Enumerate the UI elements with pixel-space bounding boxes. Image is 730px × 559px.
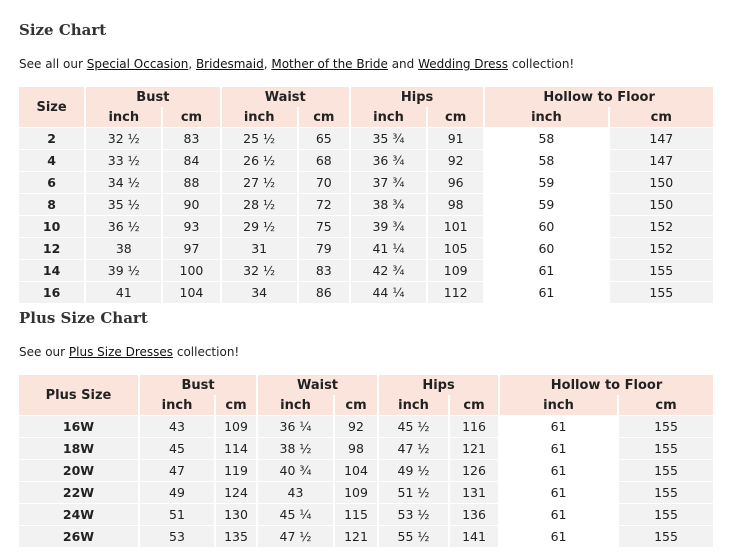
value-cell: 147: [610, 127, 713, 149]
size-chart-table: [17, 87, 715, 303]
value-cell: 38 ½: [258, 437, 333, 459]
bust-header: Bust: [86, 87, 219, 107]
value-cell: 39 ¾: [351, 215, 426, 237]
value-cell: 26 ½: [222, 149, 297, 171]
value-cell: 40 ¾: [258, 459, 333, 481]
value-cell: 28 ½: [222, 193, 297, 215]
value-cell: 92: [335, 415, 377, 437]
size-cell: 2: [19, 127, 84, 149]
plus-size-dresses-link[interactable]: Plus Size Dresses: [68, 345, 174, 359]
value-cell: 36 ½: [86, 215, 161, 237]
value-cell: 141: [450, 525, 498, 547]
plus-bust-header: Bust: [140, 375, 256, 395]
special-occasion-link[interactable]: Special Occasion: [86, 57, 189, 71]
value-cell: 41 ¼: [351, 237, 426, 259]
value-cell: 112: [428, 281, 483, 303]
value-cell: 98: [428, 193, 483, 215]
size-cell: 24W: [19, 503, 138, 525]
value-cell: 100: [163, 259, 219, 281]
table-row: [19, 415, 713, 437]
table-row: [19, 215, 713, 237]
hips-header: Hips: [351, 87, 483, 107]
value-cell: 53 ½: [379, 503, 448, 525]
value-cell: 131: [450, 481, 498, 503]
value-cell: 31: [222, 237, 297, 259]
value-cell: 83: [163, 127, 219, 149]
value-cell: 75: [299, 215, 349, 237]
value-cell: 33 ½: [86, 149, 161, 171]
plus-size-header: Plus Size: [19, 375, 138, 415]
value-cell: 58: [485, 149, 607, 171]
value-cell: 35 ¾: [351, 127, 426, 149]
unit-header: cm: [335, 395, 377, 415]
value-cell: 58: [485, 127, 607, 149]
size-cell: 8: [19, 193, 84, 215]
value-cell: 86: [299, 281, 349, 303]
table-row: [19, 171, 713, 193]
value-cell: 65: [299, 127, 349, 149]
size-cell: 10: [19, 215, 84, 237]
hollow-to-floor-header: Hollow to Floor: [485, 87, 713, 107]
value-cell: 155: [619, 415, 713, 437]
table-row: [19, 459, 713, 481]
size-cell: 16W: [19, 415, 138, 437]
unit-header: cm: [163, 107, 219, 127]
unit-header: inch: [222, 107, 297, 127]
value-cell: 150: [610, 193, 713, 215]
unit-header: cm: [610, 107, 713, 127]
value-cell: 47 ½: [379, 437, 448, 459]
value-cell: 104: [335, 459, 377, 481]
value-cell: 36 ¾: [351, 149, 426, 171]
plus-size-chart-intro: See our Plus Size Dresses collection!: [19, 345, 240, 359]
value-cell: 61: [500, 415, 617, 437]
size-chart-title: Size Chart: [19, 21, 107, 39]
value-cell: 34: [222, 281, 297, 303]
unit-header: cm: [450, 395, 498, 415]
value-cell: 155: [619, 525, 713, 547]
value-cell: 126: [450, 459, 498, 481]
value-cell: 36 ¼: [258, 415, 333, 437]
unit-header: inch: [86, 107, 161, 127]
plus-size-chart-table: [17, 375, 715, 547]
value-cell: 60: [485, 237, 607, 259]
unit-header: inch: [351, 107, 426, 127]
value-cell: 152: [610, 215, 713, 237]
size-chart-intro: See all our Special Occasion, Bridesmaid, Mother of the Bride and Wedding Dress collection!: [19, 57, 575, 71]
value-cell: 93: [163, 215, 219, 237]
value-cell: 109: [428, 259, 483, 281]
size-cell: 14: [19, 259, 84, 281]
value-cell: 79: [299, 237, 349, 259]
value-cell: 155: [619, 481, 713, 503]
size-cell: 20W: [19, 459, 138, 481]
value-cell: 92: [428, 149, 483, 171]
value-cell: 115: [335, 503, 377, 525]
value-cell: 90: [163, 193, 219, 215]
unit-header: inch: [140, 395, 214, 415]
table-row: [19, 149, 713, 171]
value-cell: 72: [299, 193, 349, 215]
value-cell: 97: [163, 237, 219, 259]
value-cell: 155: [610, 281, 713, 303]
value-cell: 61: [485, 259, 607, 281]
value-cell: 121: [335, 525, 377, 547]
unit-header: cm: [216, 395, 256, 415]
value-cell: 109: [216, 415, 256, 437]
size-cell: 22W: [19, 481, 138, 503]
table-row: [19, 503, 713, 525]
value-cell: 59: [485, 193, 607, 215]
unit-header: cm: [428, 107, 483, 127]
size-cell: 12: [19, 237, 84, 259]
value-cell: 27 ½: [222, 171, 297, 193]
value-cell: 109: [335, 481, 377, 503]
size-cell: 4: [19, 149, 84, 171]
value-cell: 96: [428, 171, 483, 193]
unit-header: inch: [485, 107, 607, 127]
table-row: [19, 193, 713, 215]
size-cell: 26W: [19, 525, 138, 547]
bridesmaid-link[interactable]: Bridesmaid: [195, 57, 264, 71]
value-cell: 105: [428, 237, 483, 259]
value-cell: 51: [140, 503, 214, 525]
value-cell: 51 ½: [379, 481, 448, 503]
value-cell: 136: [450, 503, 498, 525]
unit-header: inch: [258, 395, 333, 415]
value-cell: 114: [216, 437, 256, 459]
value-cell: 130: [216, 503, 256, 525]
value-cell: 35 ½: [86, 193, 161, 215]
value-cell: 61: [500, 481, 617, 503]
value-cell: 98: [335, 437, 377, 459]
plus-size-chart-title: Plus Size Chart: [19, 309, 148, 327]
value-cell: 150: [610, 171, 713, 193]
value-cell: 32 ½: [222, 259, 297, 281]
unit-header: inch: [500, 395, 617, 415]
unit-header: cm: [619, 395, 713, 415]
table-row: [19, 281, 713, 303]
value-cell: 116: [450, 415, 498, 437]
plus-hollow-to-floor-header: Hollow to Floor: [500, 375, 713, 395]
value-cell: 119: [216, 459, 256, 481]
value-cell: 61: [485, 281, 607, 303]
value-cell: 83: [299, 259, 349, 281]
size-cell: 18W: [19, 437, 138, 459]
size-cell: 6: [19, 171, 84, 193]
value-cell: 61: [500, 525, 617, 547]
table-row: [19, 127, 713, 149]
size-header: Size: [19, 87, 84, 127]
value-cell: 45 ¼: [258, 503, 333, 525]
value-cell: 60: [485, 215, 607, 237]
value-cell: 84: [163, 149, 219, 171]
unit-header: inch: [379, 395, 448, 415]
value-cell: 59: [485, 171, 607, 193]
value-cell: 37 ¾: [351, 171, 426, 193]
mother-of-the-bride-link[interactable]: Mother of the Bride: [271, 57, 388, 71]
value-cell: 104: [163, 281, 219, 303]
value-cell: 101: [428, 215, 483, 237]
value-cell: 41: [86, 281, 161, 303]
size-cell: 16: [19, 281, 84, 303]
value-cell: 49: [140, 481, 214, 503]
value-cell: 61: [500, 503, 617, 525]
value-cell: 53: [140, 525, 214, 547]
waist-header: Waist: [222, 87, 349, 107]
value-cell: 61: [500, 437, 617, 459]
table-row: [19, 259, 713, 281]
value-cell: 121: [450, 437, 498, 459]
value-cell: 55 ½: [379, 525, 448, 547]
value-cell: 88: [163, 171, 219, 193]
value-cell: 47: [140, 459, 214, 481]
value-cell: 61: [500, 459, 617, 481]
value-cell: 39 ½: [86, 259, 161, 281]
value-cell: 43: [140, 415, 214, 437]
value-cell: 25 ½: [222, 127, 297, 149]
table-row: [19, 437, 713, 459]
value-cell: 38 ¾: [351, 193, 426, 215]
value-cell: 29 ½: [222, 215, 297, 237]
value-cell: 155: [610, 259, 713, 281]
value-cell: 124: [216, 481, 256, 503]
value-cell: 91: [428, 127, 483, 149]
value-cell: 34 ½: [86, 171, 161, 193]
plus-hips-header: Hips: [379, 375, 498, 395]
value-cell: 68: [299, 149, 349, 171]
value-cell: 135: [216, 525, 256, 547]
value-cell: 49 ½: [379, 459, 448, 481]
table-row: [19, 481, 713, 503]
table-row: [19, 525, 713, 547]
value-cell: 155: [619, 503, 713, 525]
value-cell: 43: [258, 481, 333, 503]
value-cell: 47 ½: [258, 525, 333, 547]
wedding-dress-link[interactable]: Wedding Dress: [418, 57, 509, 71]
value-cell: 32 ½: [86, 127, 161, 149]
value-cell: 44 ¼: [351, 281, 426, 303]
value-cell: 155: [619, 459, 713, 481]
value-cell: 70: [299, 171, 349, 193]
value-cell: 45 ½: [379, 415, 448, 437]
value-cell: 152: [610, 237, 713, 259]
plus-waist-header: Waist: [258, 375, 377, 395]
value-cell: 147: [610, 149, 713, 171]
table-row: [19, 237, 713, 259]
unit-header: cm: [299, 107, 349, 127]
value-cell: 45: [140, 437, 214, 459]
value-cell: 38: [86, 237, 161, 259]
value-cell: 155: [619, 437, 713, 459]
value-cell: 42 ¾: [351, 259, 426, 281]
